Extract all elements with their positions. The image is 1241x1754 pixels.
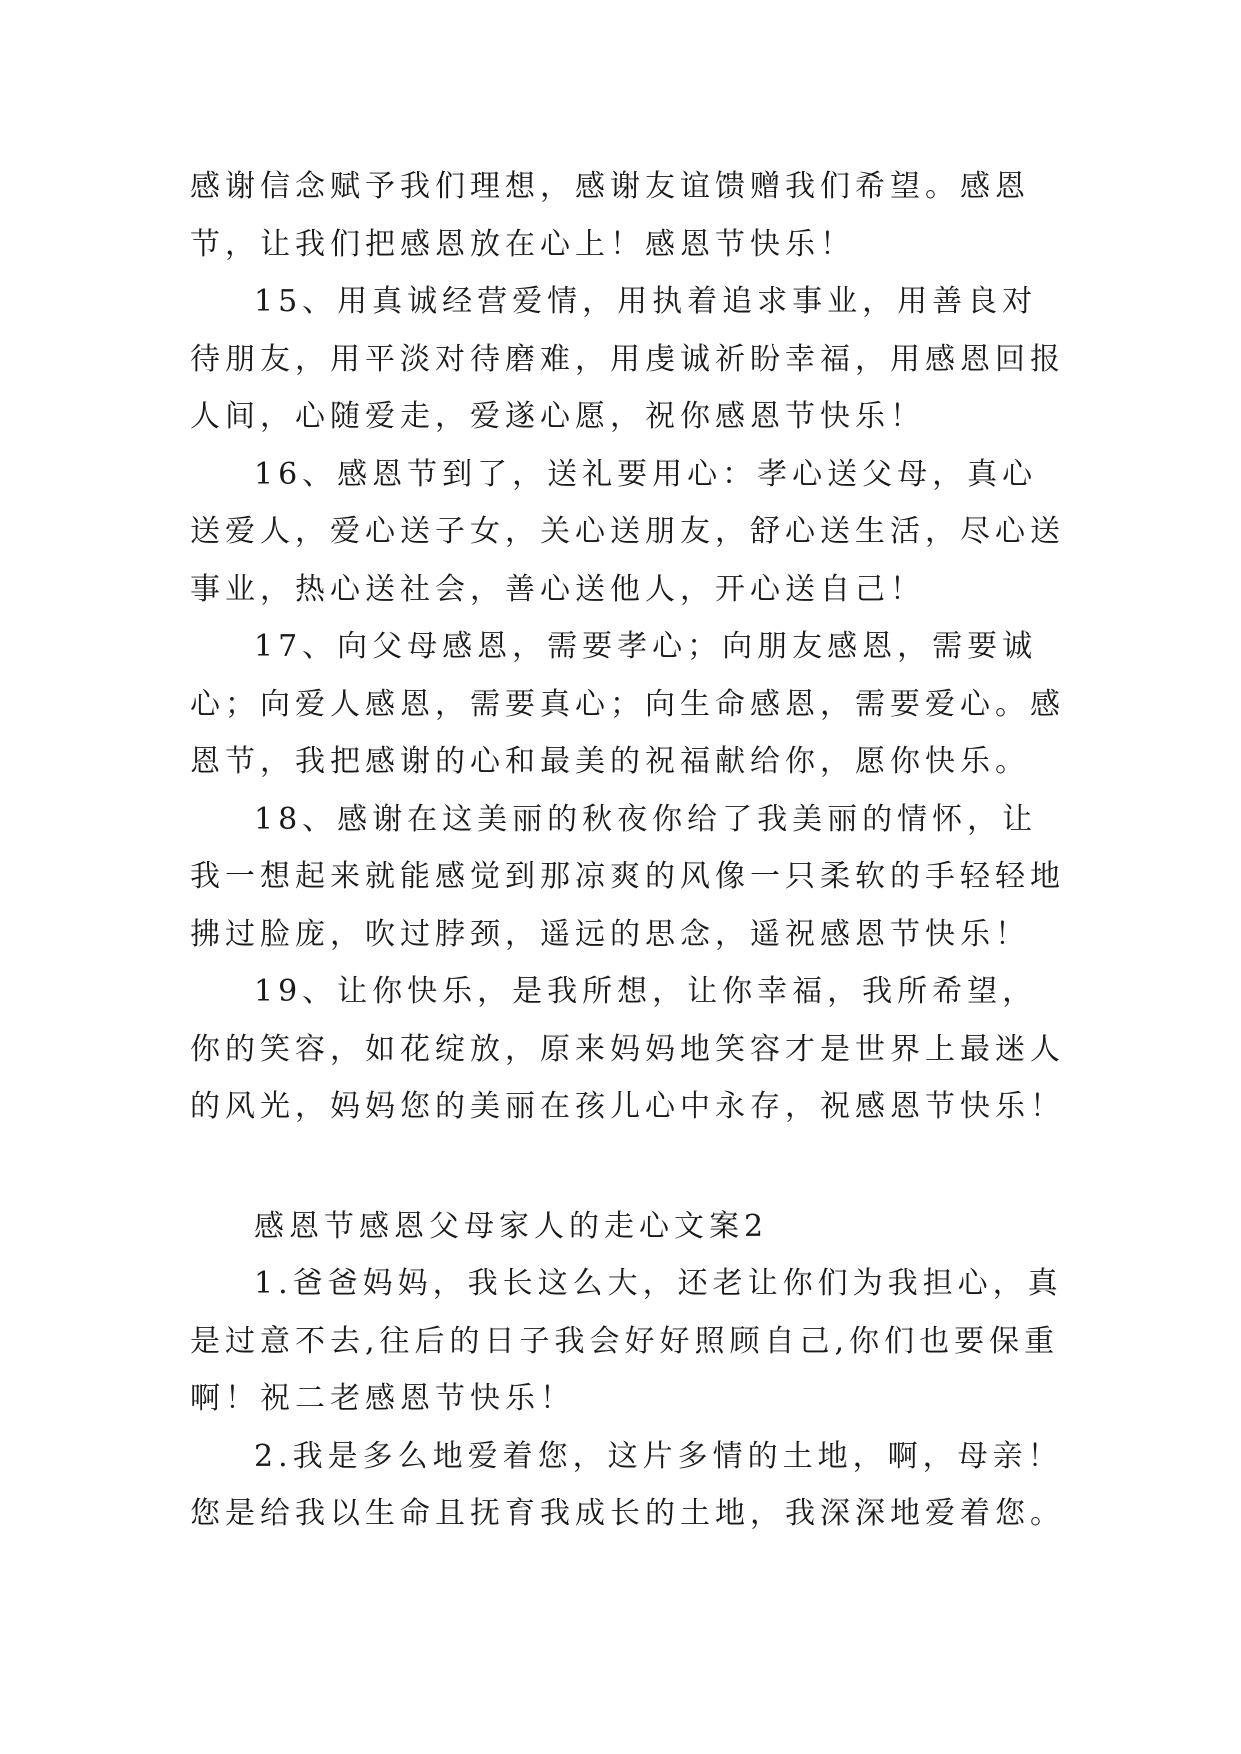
paragraph-thanks: 感谢信念赋予我们理想，感谢友谊馈赠我们希望。感恩节，让我们把感恩放在心上！感恩节快乐！	[190, 169, 1030, 262]
document-page	[190, 158, 1070, 1543]
paragraph-1: 1.爸爸妈妈，我长这么大，还老让你们为我担心，真是过意不去,往后的日子我会好好照顾自己,你们也要保重啊！祝二老感恩节快乐！	[190, 1266, 1063, 1416]
paragraph-16: 16、感恩节到了，送礼要用心：孝心送父母，真心送爱人，爱心送子女，关心送朋友，舒心送生活，尽心送事业，热心送社会，善心送他人，开心送自己！	[190, 456, 1065, 607]
paragraph-2: 2.我是多么地爱着您，这片多情的土地，啊，母亲！您是给我以生命且抚育我成长的土地，我深深地爱着您。	[190, 1438, 1065, 1531]
section-heading: 感恩节感恩父母家人的走心文案2	[254, 1208, 769, 1244]
paragraph-17: 17、向父母感恩，需要孝心；向朋友感恩，需要诚心；向爱人感恩，需要真心；向生命感恩，需要爱心。感恩节，我把感谢的心和最美的祝福献给你，愿你快乐。	[190, 629, 1065, 779]
paragraph-18: 18、感谢在这美丽的秋夜你给了我美丽的情怀，让我一想起来就能感觉到那凉爽的风像一只柔软的手轻轻地拂过脸庞，吹过脖颈，遥远的思念，遥祝感恩节快乐！	[190, 801, 1065, 952]
paragraph-15: 15、用真诚经营爱情，用执着追求事业，用善良对待朋友，用平淡对待磨难，用虔诚祈盼幸福，用感恩回报人间，心随爱走，爱遂心愿，祝你感恩节快乐！	[190, 284, 1065, 434]
paragraph-19: 19、让你快乐，是我所想，让你幸福，我所希望，你的笑容，如花绽放，原来妈妈地笑容才是世界上最迷人的风光，妈妈您的美丽在孩儿心中永存，祝感恩节快乐！	[190, 974, 1065, 1124]
